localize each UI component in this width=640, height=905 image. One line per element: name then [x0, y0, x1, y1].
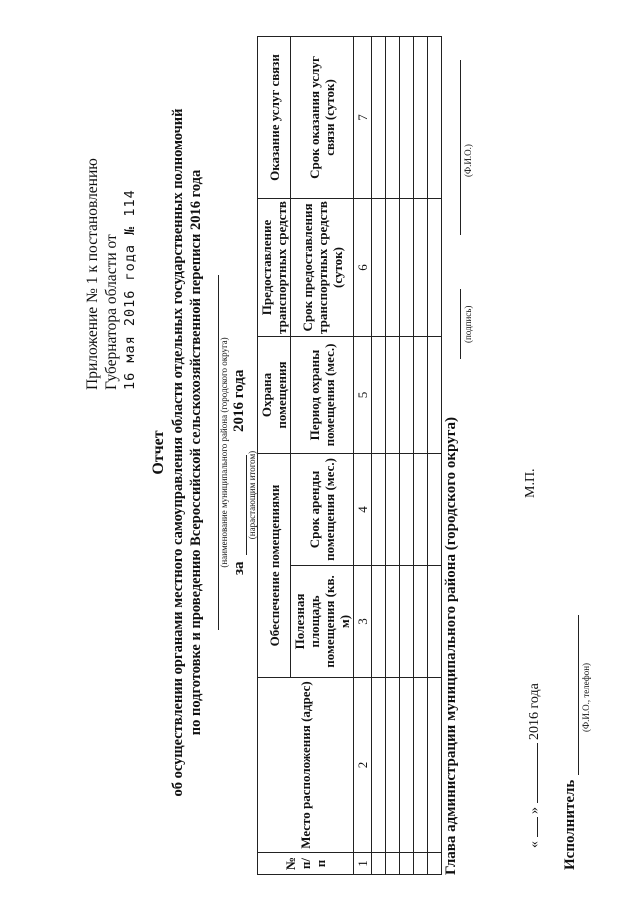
period-caption: (нарастающим итогом) — [247, 450, 257, 540]
subheader-communication-term: Срок оказания услуг связи (суток) — [291, 37, 354, 199]
header-location: Место расположения (адрес) — [258, 678, 354, 853]
table-cell[interactable] — [428, 853, 442, 875]
header-security: Охрана помещения — [258, 337, 291, 454]
subheader-area: Полезная площадь помещения (кв. м) — [291, 566, 354, 678]
subheader-guard: Период охраны помещения (мес.) — [291, 337, 354, 454]
table-cell[interactable] — [372, 678, 386, 853]
head-of-administration-label: Глава администрации муниципального района (городского округа) — [443, 416, 459, 875]
header-premises: Обеспечение помещениями — [258, 454, 291, 678]
column-number: 2 — [354, 678, 372, 853]
subheader-rent: Срок аренды помещения (мес.) — [291, 454, 354, 566]
table-cell[interactable] — [400, 566, 414, 678]
table-cell[interactable] — [372, 37, 386, 199]
table-cell[interactable] — [414, 454, 428, 566]
table-cell[interactable] — [386, 566, 400, 678]
table-cell[interactable] — [372, 454, 386, 566]
table-cell[interactable] — [414, 566, 428, 678]
stamp-placeholder: М.П. — [523, 468, 538, 498]
table-cell[interactable] — [372, 853, 386, 875]
table-cell[interactable] — [414, 853, 428, 875]
executor-line[interactable] — [578, 615, 579, 775]
table-cell[interactable] — [414, 337, 428, 454]
signature-line — [460, 289, 461, 359]
table-cell[interactable] — [400, 853, 414, 875]
table-row — [386, 37, 400, 875]
appendix-decree-date: 16 мая 2016 года № 114 — [122, 189, 138, 390]
appendix-block — [83, 158, 140, 390]
table-row — [414, 37, 428, 875]
table-cell[interactable] — [372, 199, 386, 337]
table-cell[interactable] — [386, 454, 400, 566]
executor-caption: (Ф.И.О., телефон) — [581, 662, 591, 732]
header-transport: Предоставление транспортных средств — [258, 199, 291, 337]
date-close-quote: » — [527, 807, 542, 814]
district-name-caption: (наименование муниципального района (городского округа) — [219, 337, 229, 568]
report-title: Отчет — [150, 430, 167, 475]
table-cell[interactable] — [372, 566, 386, 678]
table-cell[interactable] — [414, 199, 428, 337]
subheader-transport-term: Срок предоставления транспортных средств (суток) — [291, 199, 354, 337]
day-blank[interactable] — [537, 818, 538, 838]
column-number: 4 — [354, 454, 372, 566]
header-row-number: № п/п — [258, 853, 354, 875]
table-cell[interactable] — [386, 853, 400, 875]
table-cell[interactable] — [386, 37, 400, 199]
column-number: 6 — [354, 199, 372, 337]
table-cell[interactable] — [428, 566, 442, 678]
name-line — [460, 60, 461, 235]
table-cell[interactable] — [386, 199, 400, 337]
table-cell[interactable] — [400, 199, 414, 337]
table-cell[interactable] — [372, 337, 386, 454]
column-number: 1 — [354, 853, 372, 875]
name-caption: (Ф.И.О.) — [463, 144, 473, 177]
table-cell[interactable] — [386, 337, 400, 454]
table-cell[interactable] — [386, 678, 400, 853]
date-open-quote: « — [527, 841, 542, 848]
column-number: 5 — [354, 337, 372, 454]
table-cell[interactable] — [400, 37, 414, 199]
table-cell[interactable] — [400, 678, 414, 853]
table-cell[interactable] — [428, 678, 442, 853]
table-cell[interactable] — [414, 37, 428, 199]
table-cell[interactable] — [428, 37, 442, 199]
table-cell[interactable] — [400, 454, 414, 566]
date-line — [527, 683, 543, 848]
signature-caption: (подпись) — [463, 305, 473, 343]
period-year: 2016 года — [231, 369, 247, 432]
table-cell[interactable] — [428, 454, 442, 566]
table-cell[interactable] — [414, 678, 428, 853]
date-year: 2016 года — [527, 683, 542, 740]
executor-label: Исполнитель — [562, 779, 578, 870]
report-subtitle-line-1: об осуществлении органами местного самоуправления области отдельных государственных полномочий — [170, 108, 186, 797]
header-communication: Оказание услуг связи — [258, 37, 291, 199]
appendix-line-1: Приложение № 1 к постановлению — [84, 158, 101, 390]
table-row — [428, 37, 442, 875]
table-cell[interactable] — [428, 337, 442, 454]
report-subtitle-line-2: по подготовке и проведению Всероссийской сельскохозяйственной переписи 2016 года — [188, 169, 204, 736]
column-number: 7 — [354, 37, 372, 199]
table-cell[interactable] — [428, 199, 442, 337]
table-row — [372, 37, 386, 875]
report-table — [257, 36, 442, 875]
table-cell[interactable] — [400, 337, 414, 454]
month-blank[interactable] — [537, 744, 538, 804]
column-number-row — [354, 37, 372, 875]
column-number: 3 — [354, 566, 372, 678]
period-prefix: за — [231, 561, 247, 575]
table-row — [400, 37, 414, 875]
appendix-line-2: Губернатора области от — [103, 234, 120, 390]
